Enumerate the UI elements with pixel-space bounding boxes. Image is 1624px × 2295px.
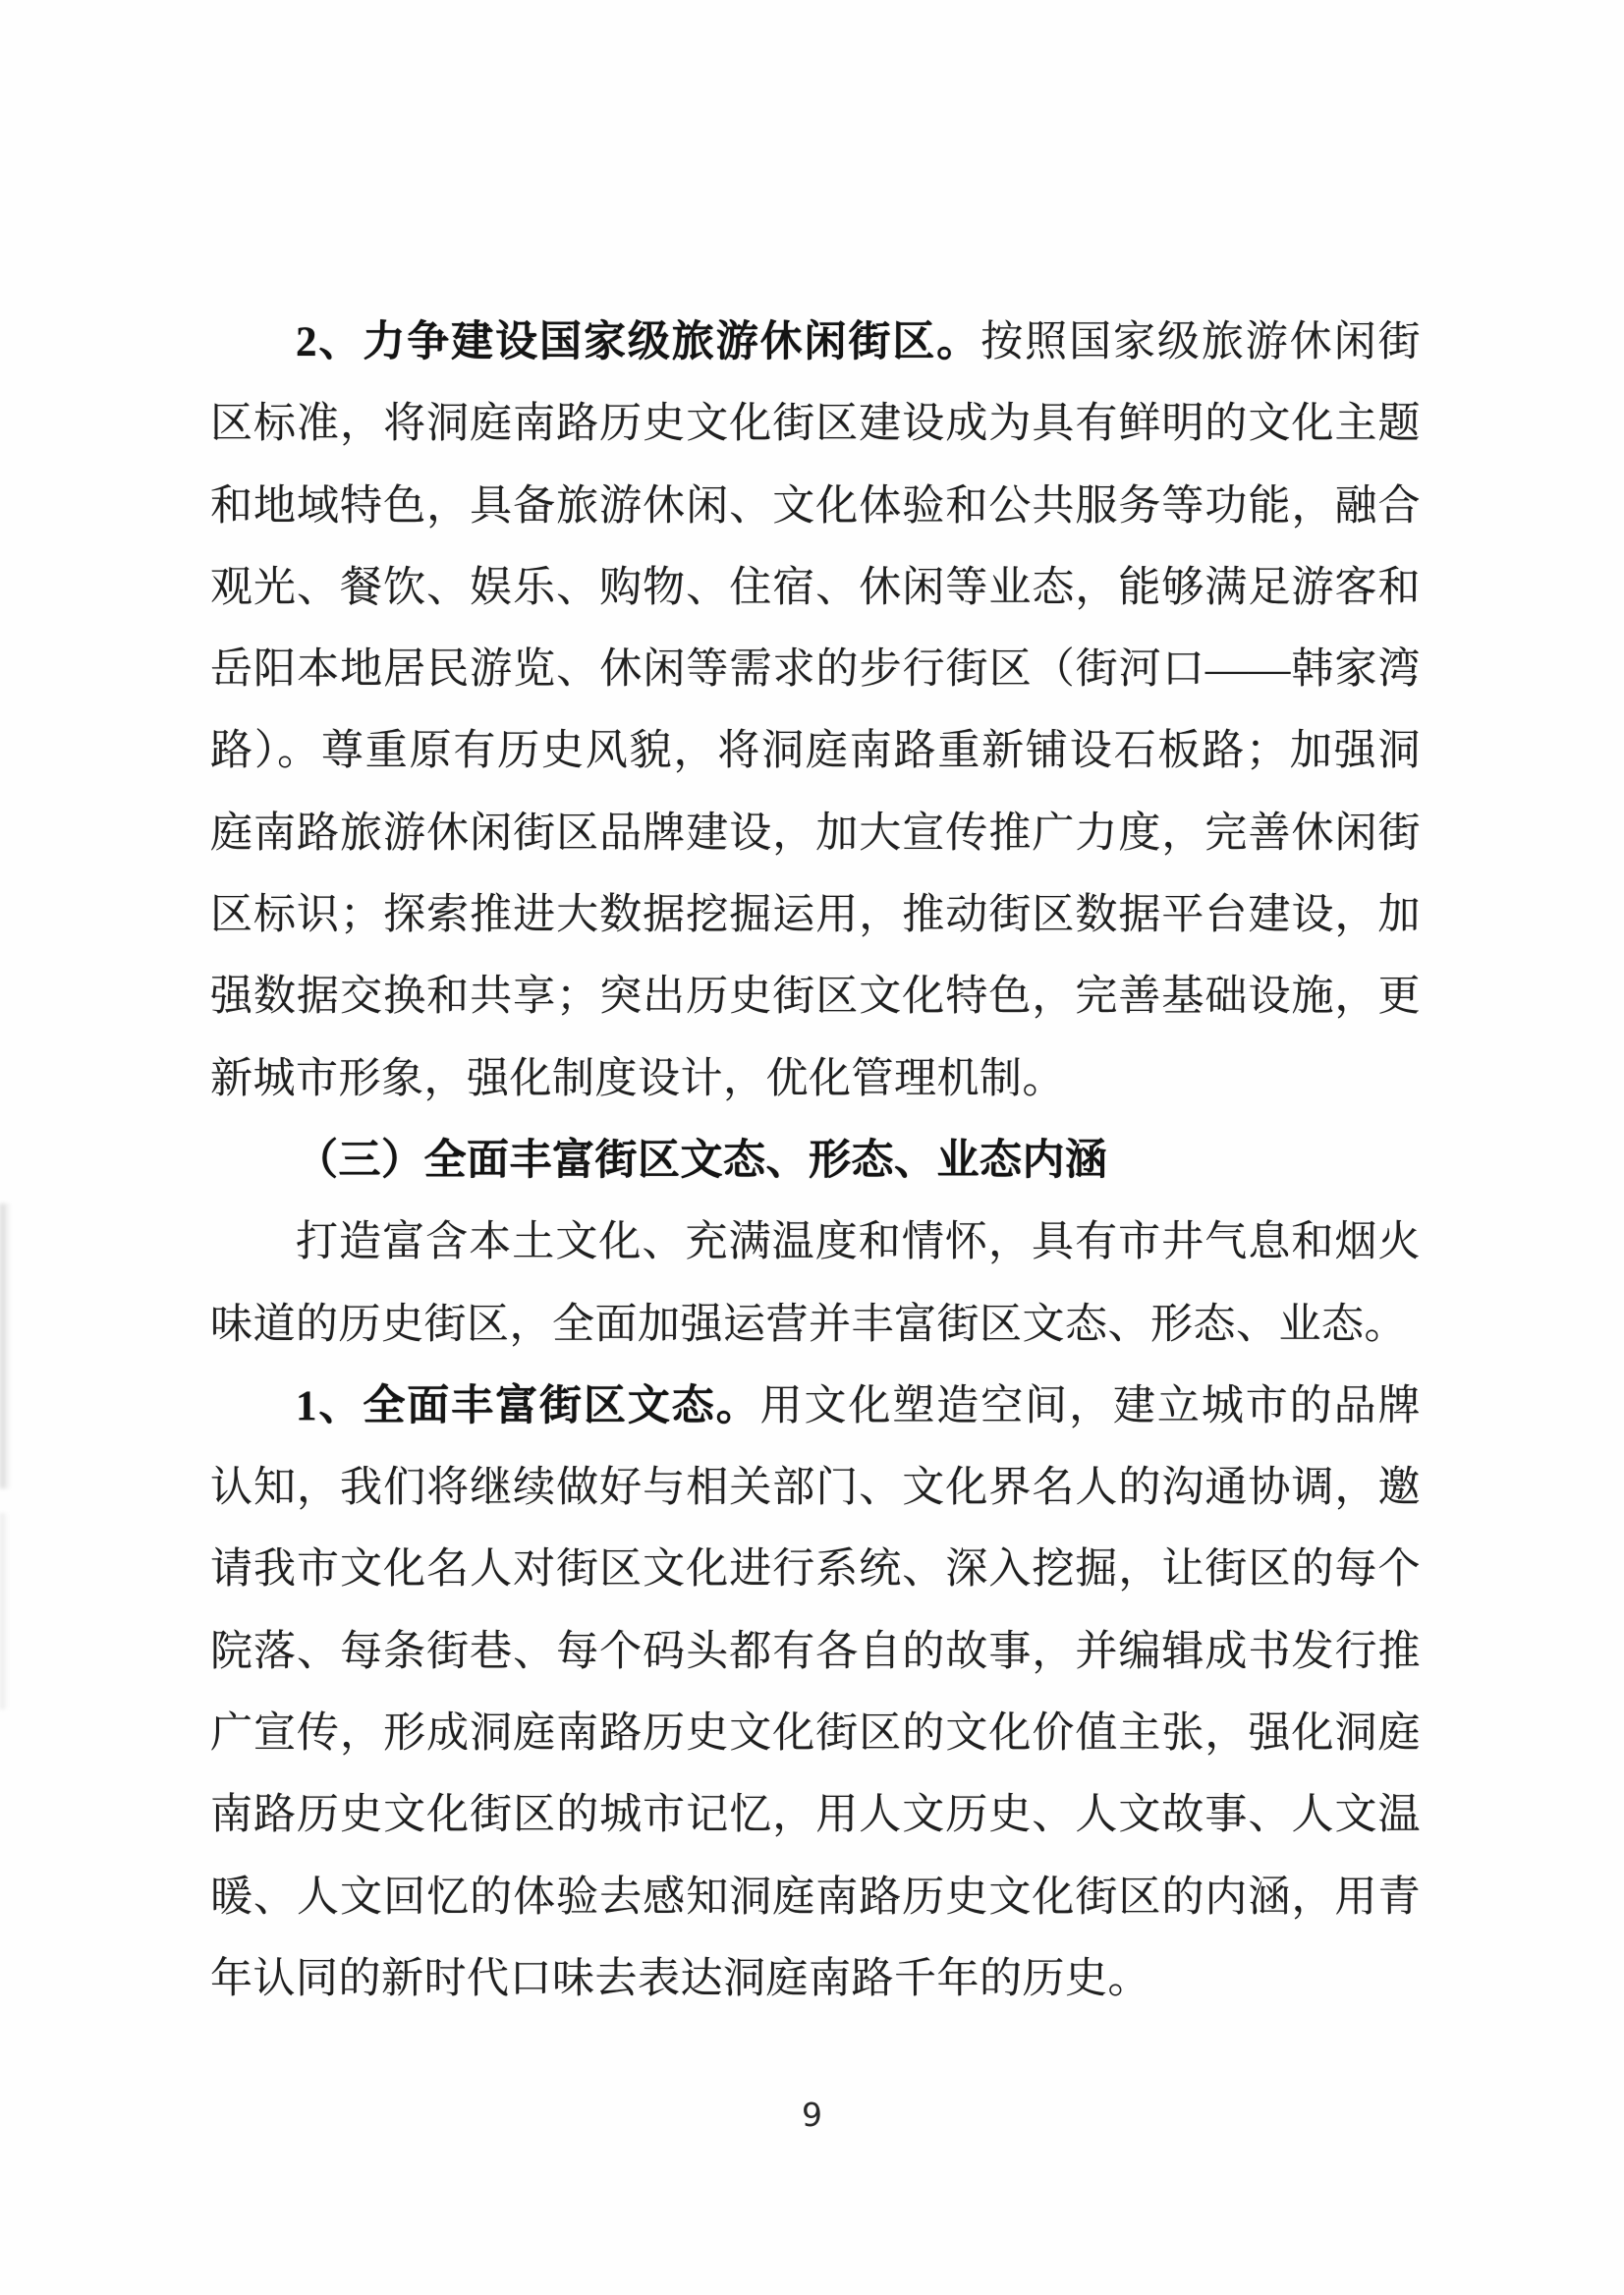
bold-lead: 2、力争建设国家级旅游休闲街区。 [296,319,981,365]
text-line: 和地域特色，具备旅游休闲、文化体验和公共服务等功能，融合 [210,482,1421,530]
text-line: 强数据交换和共享；突出历史街区文化特色，完善基础设施，更 [210,974,1421,1021]
text-line: 区标准，将洞庭南路历史文化街区建设成为具有鲜明的文化主题 [210,401,1421,448]
text-block [210,302,1421,2020]
text-line: 认知，我们将继续做好与相关部门、文化界名人的沟通协调，邀 [210,1465,1421,1512]
text-line: 2、力争建设国家级旅游休闲街区。按照国家级旅游休闲街 [296,319,1422,365]
text-line: 南路历史文化街区的城市记忆，用人文历史、人文故事、人文温 [210,1792,1421,1839]
text-line: 味道的历史街区，全面加强运营并丰富街区文态、形态、业态。 [210,1301,1407,1348]
text-line: 年认同的新时代口味去表达洞庭南路千年的历史。 [210,1955,1150,2002]
page-number: 9 [802,2096,822,2134]
text-line: 岳阳本地居民游览、休闲等需求的步行街区（街河口——韩家湾 [210,646,1421,694]
text-line: 新城市形象，强化制度设计，优化管理机制。 [210,1055,1065,1102]
text-line: 请我市文化名人对街区文化进行系统、深入挖掘，让街区的每个 [210,1546,1421,1594]
text-line: 观光、餐饮、娱乐、购物、住宿、休闲等业态，能够满足游客和 [210,564,1421,611]
scan-artifact [0,1203,11,1488]
text-line: 广宣传，形成洞庭南路历史文化街区的文化价值主张，强化洞庭 [210,1710,1421,1758]
text-line: 区标识；探索推进大数据挖掘运用，推动街区数据平台建设，加 [210,892,1421,939]
text-line: 庭南路旅游休闲街区品牌建设，加大宣传推广力度，完善休闲街 [210,810,1421,857]
text-line: 路）。尊重原有历史风貌，将洞庭南路重新铺设石板路；加强洞 [210,728,1421,775]
text-line: 打造富含本土文化、充满温度和情怀，具有市井气息和烟火 [296,1219,1421,1266]
bold-lead: 1、全面丰富街区文态。 [296,1382,760,1429]
heading-line: （三）全面丰富街区文态、形态、业态内涵 [296,1137,1108,1184]
text-line: 暖、人文回忆的体验去感知洞庭南路历史文化街区的内涵，用青 [210,1874,1421,1921]
scan-artifact [0,1513,8,1709]
text-line: 1、全面丰富街区文态。用文化塑造空间，建立城市的品牌 [296,1382,1422,1429]
text-line: 院落、每条街巷、每个码头都有各自的故事，并编辑成书发行推 [210,1628,1421,1675]
